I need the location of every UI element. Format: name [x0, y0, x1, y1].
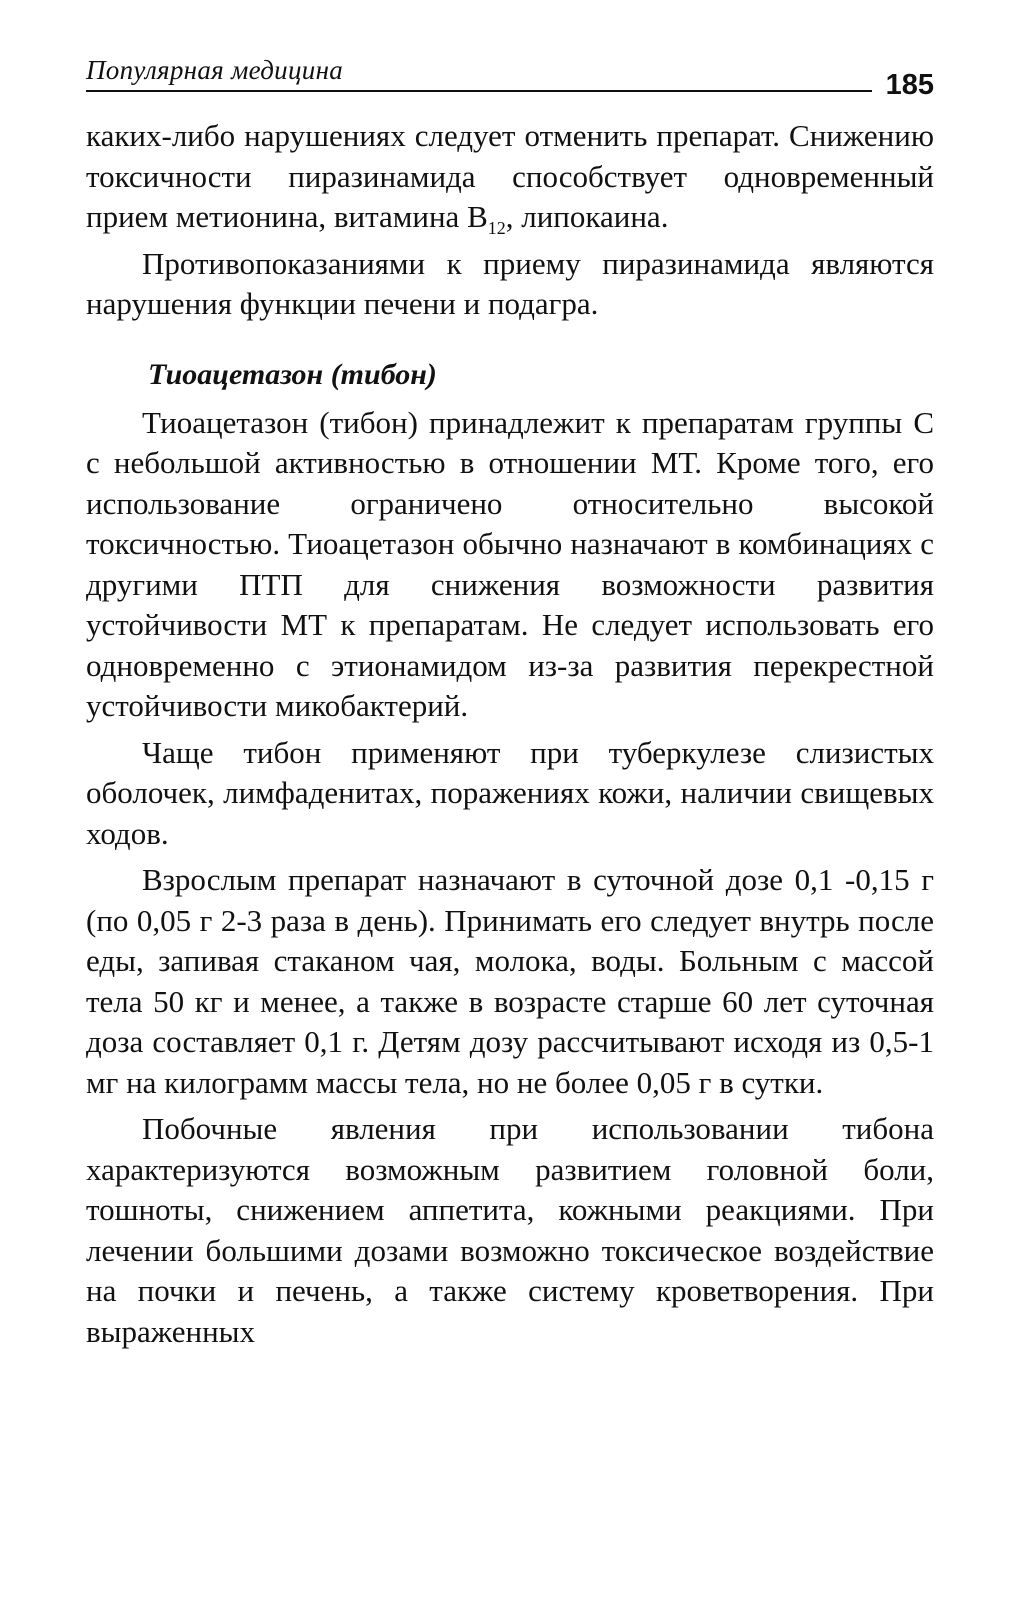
paragraph-contraindications: Противопоказаниями к приему пиразинамида являются нарушения функции печени и подагра. [86, 245, 934, 321]
paragraph-side-effects: Побочные явления при использовании тибона характеризуются возможным развитием головной боли, тошноты, снижением аппетита, кожными реакциями. При лечении большими дозами возможно токсическое воздействие на почки и печень, а также систему кроветворения. При выраженных [86, 1111, 934, 1349]
paragraph-text: каких-либо нарушениях следует отменить препарат. Снижению токсичности пиразинамида способствует одновременный прием метионина, витамина B [86, 118, 934, 234]
section-heading: Тиоацетазон (тибон) [148, 357, 437, 391]
book-page [86, 40, 934, 1352]
paragraph-continuation [86, 116, 934, 238]
paragraph-usage: Чаще тибон применяют при туберкулезе слизистых оболочек, лимфаденитах, поражениях кожи, наличии свищевых ходов. [86, 734, 934, 851]
subscript: 12 [487, 218, 506, 238]
paragraph-dosage: Взрослым препарат назначают в суточной дозе 0,1 -0,15 г (по 0,05 г 2-3 раза в день). Принимать его следует внутрь после еды, запивая стаканом чая, молока, воды. Больным с массой тела 50 кг и менее, а также в возрасте старше 60 лет суточная доза составляет 0,1 г. Детям дозу рассчитывают исходя из 0,5-1 мг на килограмм массы тела, но не более 0,05 г в сутки. [86, 862, 934, 1100]
page-number: 185 [872, 69, 934, 102]
running-title: Популярная медицина [86, 55, 344, 85]
paragraph-text: , липокаина. [505, 199, 669, 234]
running-header [86, 40, 934, 101]
paragraph-intro: Тиоацетазон (тибон) принадлежит к препаратам группы С с небольшой активностью в отношении МТ. Кроме того, его использование ограничено относительно высокой токсичностью. Тиоацетазон обычно назначают в комбинациях с другими ПТП для снижения возможности развития устойчивости МТ к препаратам. Не следует использовать его одновременно с этионамидом из-за развития перекрестной устойчивости микобактерий. [86, 404, 934, 723]
body-text [86, 116, 934, 1352]
